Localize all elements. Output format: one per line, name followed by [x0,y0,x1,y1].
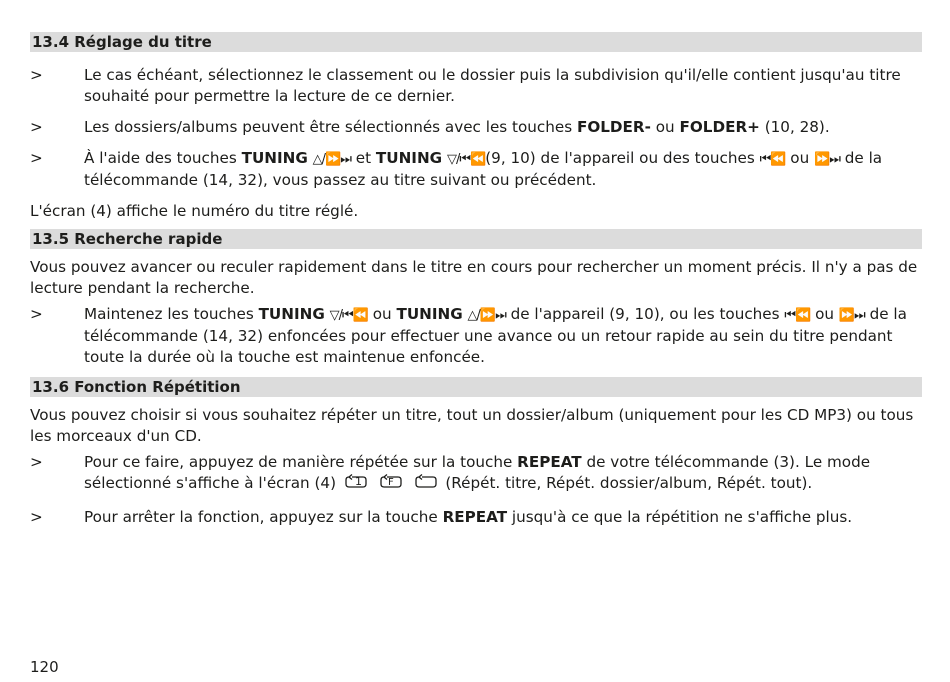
section-heading-13-6: 13.6 Fonction Répétition [30,377,922,397]
bullet-item: > Pour ce faire, appuyez de manière répétée sur la touche REPEAT de votre télécommande (3). Le mode sélectionné s'affiche à l'écran (4) 1 F (Répét. titre, Répét. dossier/album, Répét. tout). [30,452,922,497]
bullet-marker: > [30,453,43,471]
tuning-key: TUNING [241,149,308,167]
section-heading-13-4: 13.4 Réglage du titre [30,32,922,52]
next-icon: ⏩⏭ [814,152,840,167]
svg-text:F: F [387,477,394,488]
prev-icon: ⏮⏪ [784,308,811,323]
tuning-up-next-icon: △/⏩⏭ [312,152,351,167]
svg-text:1: 1 [354,475,362,488]
section-heading-13-5: 13.5 Recherche rapide [30,229,922,249]
prev-icon: ⏮⏪ [759,152,786,167]
bullet-marker: > [30,118,43,136]
bullet-item: > À l'aide des touches TUNING △/⏩⏭ et TUNING ▽/⏮⏪(9, 10) de l'appareil ou des touches ⏮⏪ ou ⏩⏭ de la télécommande (14, 32), vous passez au titre suivant ou précédent. [30,149,883,189]
repeat-key: REPEAT [517,453,582,471]
bullet-marker: > [30,508,43,526]
tuning-key: TUNING [258,305,325,323]
bullet-marker: > [30,149,43,167]
repeat-key: REPEAT [442,508,508,526]
tuning-key: TUNING [375,149,443,167]
repeat-one-icon [343,473,369,497]
repeat-folder-icon [378,473,404,497]
tuning-down-prev-icon: ▽/⏮⏪ [329,308,368,323]
bullet-item: > Pour arrêter la fonction, appuyez sur la touche REPEAT jusqu'à ce que la répétition ne s'affiche plus. [30,508,853,526]
paragraph: L'écran (4) affiche le numéro du titre réglé. [30,202,359,220]
folder-minus-key: FOLDER- [576,118,651,136]
tuning-up-next-icon: △/⏩⏭ [467,308,506,323]
bullet-item: > Le cas échéant, sélectionnez le classement ou le dossier puis la subdivision qu'il/elle contient jusqu'au titre souhaité pour permettre la lecture de ce dernier. [30,66,901,105]
paragraph: Vous pouvez choisir si vous souhaitez répéter un titre, tout un dossier/album (uniquement pour les CD MP3) ou tous les morceaux d'un CD. [30,406,914,445]
bullet-item: > Les dossiers/albums peuvent être sélectionnés avec les touches FOLDER- ou FOLDER+ (10, 28). [30,118,830,136]
page-number: 120 [30,658,59,676]
tuning-key: TUNING [396,305,463,323]
bullet-marker: > [30,66,43,84]
tuning-down-prev-icon: ▽/⏮⏪ [446,152,486,167]
bullet-marker: > [30,305,43,323]
bullet-item: > Maintenez les touches TUNING ▽/⏮⏪ ou TUNING △/⏩⏭ de l'appareil (9, 10), ou les touches ⏮⏪ ou ⏩⏭ de la télécommande (14, 32) enfoncées pour effectuer une avance ou un retour rapide au sein du titre pendant toute la durée où la touche est maintenue enfoncée. [30,305,907,366]
page-content [30,32,922,528]
folder-plus-key: FOLDER+ [679,118,760,136]
paragraph: Vous pouvez avancer ou reculer rapidement dans le titre en cours pour rechercher un moment précis. Il n'y a pas de lecture pendant la recherche. [30,258,918,297]
next-icon: ⏩⏭ [838,308,865,323]
repeat-all-icon [413,473,439,497]
